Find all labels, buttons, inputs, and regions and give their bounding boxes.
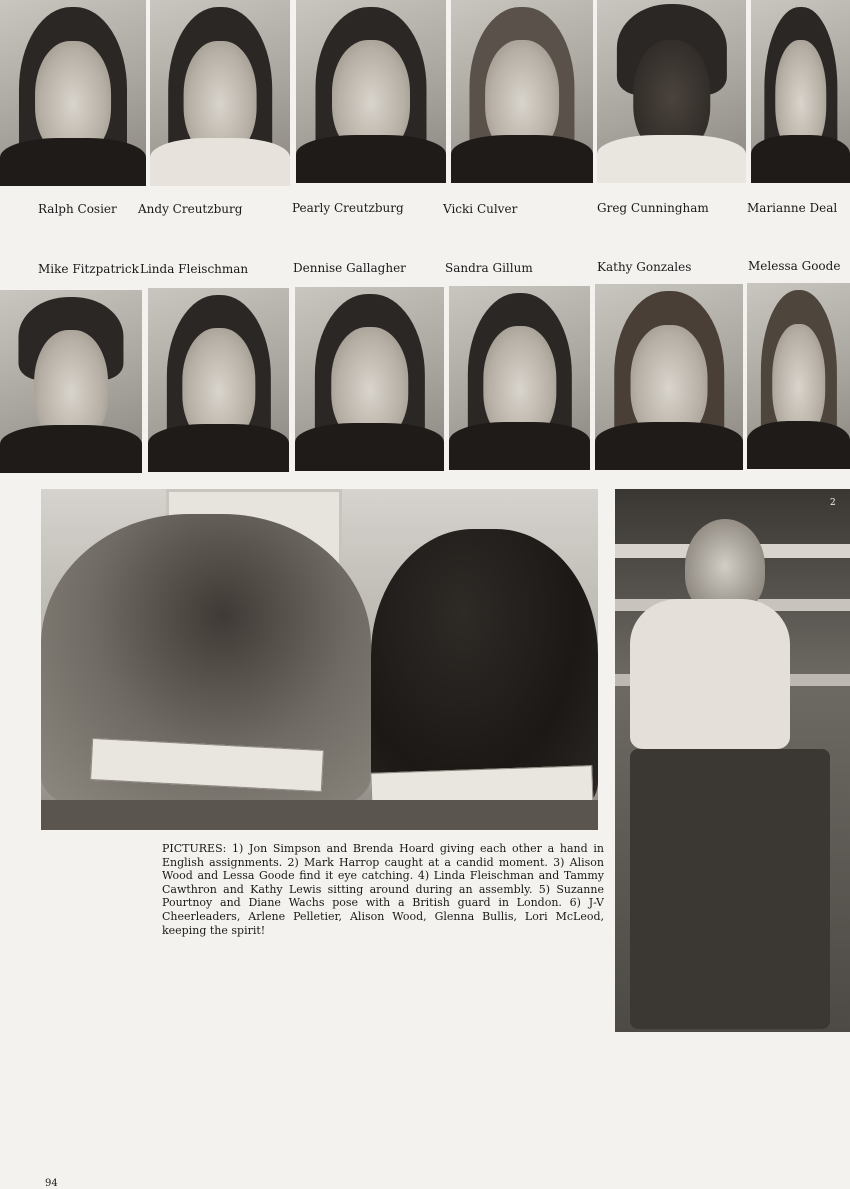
name-dennise-gallagher: Dennise Gallagher [293, 261, 406, 275]
name-pearly-creutzburg: Pearly Creutzburg [292, 201, 404, 215]
photo-number: 2 [830, 498, 836, 508]
portrait-greg-cunningham [597, 0, 746, 183]
portrait-vicki-culver [451, 0, 593, 183]
name-sandra-gillum: Sandra Gillum [445, 261, 533, 275]
candid-photo-study [41, 489, 598, 830]
portrait-dennise-gallagher [295, 287, 444, 471]
name-mike-fitzpatrick: Mike Fitzpatrick [38, 262, 139, 276]
name-ralph-cosier: Ralph Cosier [38, 202, 117, 216]
portrait-ralph-cosier [0, 0, 146, 186]
name-greg-cunningham: Greg Cunningham [597, 201, 709, 215]
candid-photo-outdoor [615, 489, 850, 1032]
name-kathy-gonzales: Kathy Gonzales [597, 260, 692, 274]
name-melessa-goode: Melessa Goode [748, 259, 841, 273]
portrait-sandra-gillum [449, 286, 590, 470]
portrait-melessa-goode [747, 283, 850, 469]
portrait-mike-fitzpatrick [0, 290, 142, 473]
name-andy-creutzburg: Andy Creutzburg [138, 202, 243, 216]
name-marianne-deal: Marianne Deal [747, 201, 838, 215]
name-vicki-culver: Vicki Culver [443, 202, 518, 216]
portrait-andy-creutzburg [150, 0, 290, 186]
portrait-kathy-gonzales [595, 284, 743, 470]
page-number: 94 [45, 1178, 58, 1189]
portrait-pearly-creutzburg [296, 0, 446, 183]
photo-caption: PICTURES: 1) Jon Simpson and Brenda Hoard giving each other a hand in English assignments. 2) Mark Harrop caught at a candid moment. 3) Alison Wood and Lessa Goode find it eye catching. 4) Linda Fleischman and Tammy Cawthron and Kathy Lewis sitting around during an assembly. 5) Suzanne Pourtnoy and Diane Wachs pose with a British guard in London. 6) J-V Cheerleaders, Arlene Pelletier, Alison Wood, Glenna Bullis, Lori McLeod, keeping the spirit! [162, 842, 604, 937]
name-linda-fleischman: Linda Fleischman [140, 262, 249, 276]
portrait-marianne-deal [751, 0, 850, 183]
portrait-linda-fleischman [148, 288, 289, 472]
